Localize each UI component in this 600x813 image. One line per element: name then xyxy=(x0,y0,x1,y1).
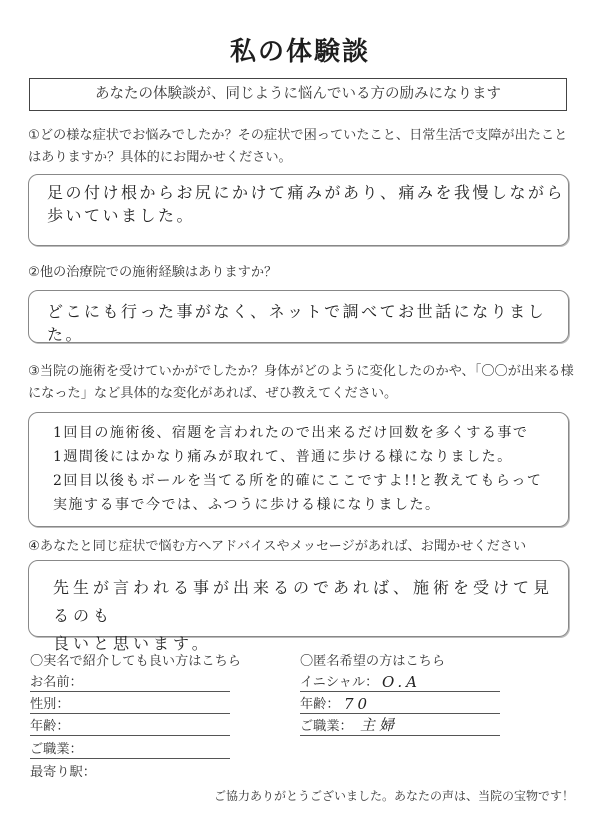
occupation-field[interactable] xyxy=(30,738,230,759)
anon-age-label: 年齢： xyxy=(300,697,340,712)
answer-2-handwriting: どこにも行った事がなく、ネットで調べてお世話になりました。 xyxy=(47,302,547,344)
real-name-heading: 〇実名で紹介しても良い方はこちら xyxy=(30,654,241,669)
nearest-station-label: 最寄り駅： xyxy=(30,765,96,780)
page-title: 私の体験談 xyxy=(229,37,370,67)
question-2-text: ②他の治療院での施術経験はありますか？ xyxy=(28,265,278,280)
initial-label: イニシャル： xyxy=(300,675,379,690)
answer-4-handwriting: 先生が言われる事が出来るのであれば、施術を受けて見るのも 良いと思います。 xyxy=(53,578,554,653)
initial-value: O.A xyxy=(382,673,422,691)
gender-label: 性別： xyxy=(30,697,70,712)
question-4-text: ④あなたと同じ症状で悩む方へアドバイスやメッセージがあれば、お聞かせください xyxy=(28,539,527,554)
answer-box-4[interactable] xyxy=(28,560,569,653)
answer-box-1[interactable] xyxy=(28,174,569,246)
gender-field[interactable] xyxy=(30,693,230,714)
anon-occupation-value: 主婦 xyxy=(360,716,399,734)
answer-box-2[interactable] xyxy=(28,290,569,343)
occupation-label: ご職業： xyxy=(30,742,83,757)
answer-3-handwriting: 1回目の施術後、宿題を言われたので出来るだけ回数を多くする事で 1週間後にはかなり痛みが取れて、普通に歩ける様になりました。 2回目以後もボールを当てる所を的確にここですよ!!と教えてもらって 実施する事で今では、ふつうに歩ける様になりました。 xyxy=(53,425,543,513)
anon-age-value: 70 xyxy=(344,695,372,713)
question-1-text: ①どの様な症状でお悩みでしたか？その症状で困っていたこと、日常生活で支障が出たことはありますか？具体的にお聞かせください。 xyxy=(28,128,568,165)
anonymous-heading: 〇匿名希望の方はこちら xyxy=(300,654,446,669)
anon-age-field[interactable] xyxy=(300,693,500,714)
initial-field[interactable] xyxy=(300,671,500,692)
anon-occupation-field[interactable] xyxy=(300,715,500,736)
answer-1-handwriting: 足の付け根からお尻にかけて痛みがあり、痛みを我慢しながら 歩いていました。 xyxy=(47,183,566,225)
question-3-text: ③当院の施術を受けていかがでしたか？身体がどのように変化したのかや、「〇〇が出来る様になった」など具体的な変化があれば、ぜひ教えてください。 xyxy=(28,364,574,401)
subtitle-box: あなたの体験談が、同じように悩んでいる方の励みになります xyxy=(29,78,567,111)
age-label: 年齢： xyxy=(30,719,70,734)
name-field[interactable] xyxy=(30,671,230,692)
age-field[interactable] xyxy=(30,715,230,736)
name-label: お名前： xyxy=(30,675,83,690)
footer-thanks: ご協力ありがとうございました。あなたの声は、当院の宝物です！ xyxy=(213,789,574,803)
answer-box-3[interactable] xyxy=(28,412,569,527)
anon-occupation-label: ご職業： xyxy=(300,719,353,734)
nearest-station-field[interactable] xyxy=(30,761,230,781)
